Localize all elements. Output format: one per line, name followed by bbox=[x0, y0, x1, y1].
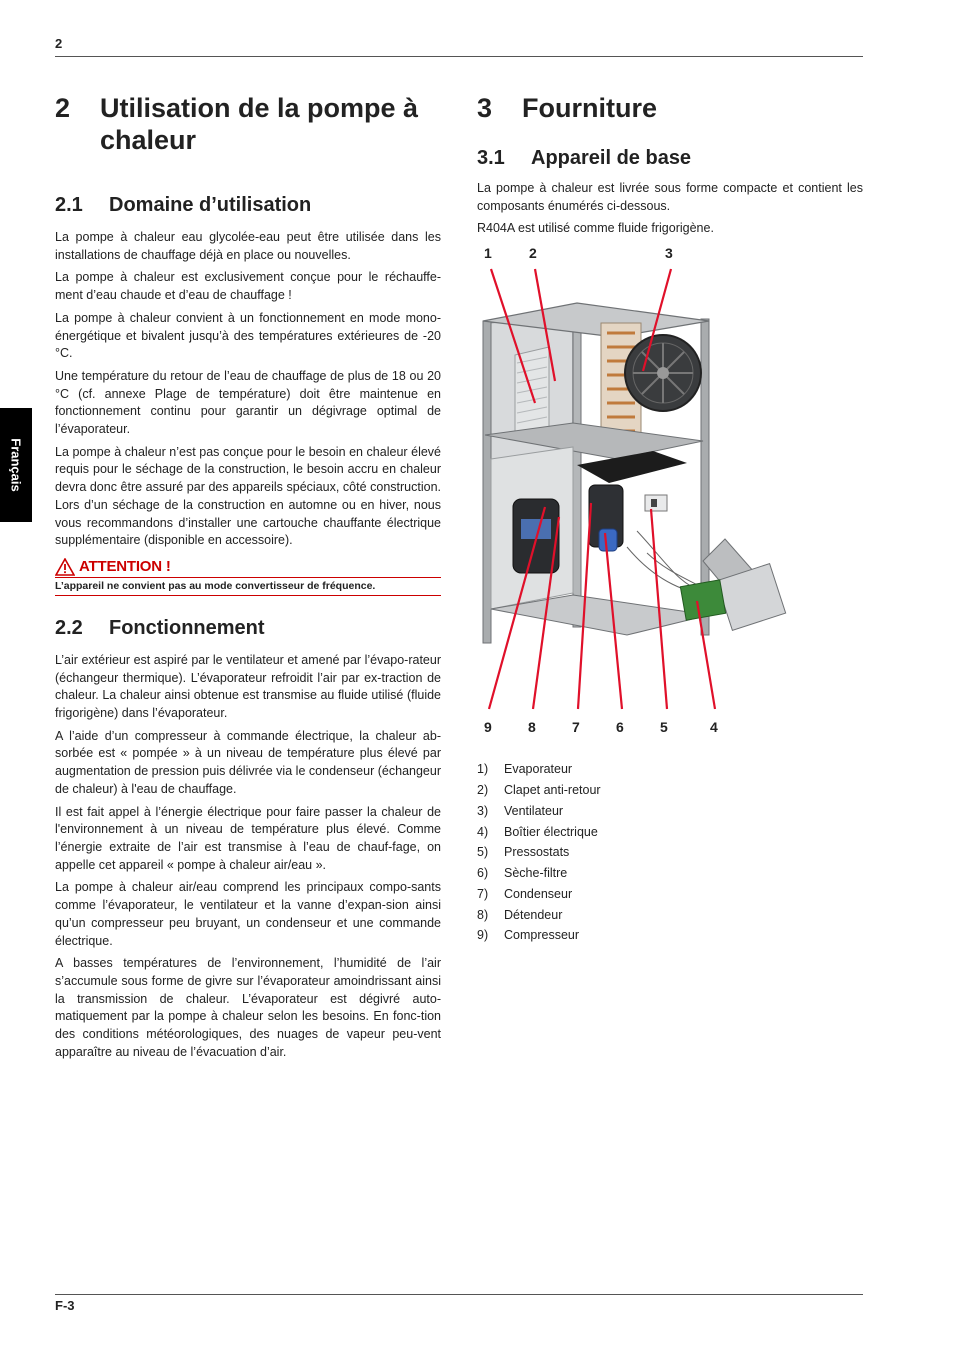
paragraph: La pompe à chaleur n’est pas conçue pour le besoin en chaleur élevé requis pour le séchage de la construction, le besoin accru en chaleur devra donc être assuré par des appareils spéciaux, côté construction. Lors d’un séchage de la construction en automne ou en hiver, nous vous recommandons d’installer une cartouche chauffante électrique supplémentaire (disponible en accessoire). bbox=[55, 444, 441, 548]
heat-pump-figure bbox=[477, 243, 863, 753]
section-number: 3.1 bbox=[477, 147, 505, 169]
language-tab-label: Français bbox=[8, 438, 24, 492]
paragraph: La pompe à chaleur eau glycolée-eau peut être utilisée dans les installations de chauffage déjà en place ou nouvelles. bbox=[55, 230, 441, 262]
section-number: 2.2 bbox=[55, 616, 83, 639]
legend-item: 6) Sèche-filtre bbox=[477, 866, 568, 881]
legend-item: 5) Pressostats bbox=[477, 845, 570, 860]
page-number: 2 bbox=[55, 36, 63, 51]
paragraph: La pompe à chaleur est exclusivement conçue pour le réchauffe-ment d’eau chaude et d’eau de chauffage ! bbox=[55, 270, 441, 303]
header-rule bbox=[55, 56, 863, 57]
section-2-2-heading bbox=[55, 616, 441, 640]
section-3-heading bbox=[477, 92, 863, 124]
callout-4: 4 bbox=[710, 719, 718, 736]
paragraph: Il est fait appel à l’énergie électrique pour faire passer la chaleur de l'environnement à un niveau de température plus élevé. Comme l’énergie extraite de l’air est transmise à l’eau de chauf-fage, on appelle cet appareil « pompe à chaleur air/eau ». bbox=[55, 804, 441, 872]
language-tab bbox=[0, 408, 32, 522]
section-number: 2 bbox=[55, 93, 71, 123]
callout-7: 7 bbox=[572, 719, 580, 736]
paragraph: La pompe à chaleur est livrée sous forme compacte et contient les composants énumérés ci-dessous. bbox=[477, 181, 863, 213]
section-title: Utilisation de la pompe à chaleur bbox=[100, 93, 419, 155]
section-2-heading bbox=[55, 92, 435, 156]
warning-triangle-icon bbox=[55, 558, 75, 576]
callout-6: 6 bbox=[616, 719, 624, 736]
section-title: Domaine d’utilisation bbox=[109, 194, 312, 216]
callout-8: 8 bbox=[528, 719, 536, 736]
legend-item: 8) Détendeur bbox=[477, 907, 563, 922]
paragraph: Une température du retour de l’eau de chauffage de plus de 18 ou 20 °C (cf. annexe Plage de température) doit être maintenue en fonctionnement continu pour garantir un dégivrage optimal de l’évaporateur. bbox=[55, 368, 441, 437]
attention-notice bbox=[55, 558, 441, 596]
paragraph: A basses températures de l’environnement, l’humidité de l’air s’accumule sous forme de givre sur l’évaporateur amoindrissant ainsi la transmission de chaleur. L’évaporateur est dégivré auto-matiquement par la pompe à chaleur selon les besoins. En fonc-tion des conditions météorologiques, des nuages de vapeur peu-vent apparaître au niveau de l’évacuation d’air. bbox=[55, 956, 441, 1059]
section-2-2-body bbox=[55, 652, 441, 1061]
legend-item: 3) Ventilateur bbox=[477, 803, 564, 818]
section-3-1-body bbox=[477, 180, 863, 238]
legend-item: 4) Boîtier électrique bbox=[477, 824, 598, 839]
footer-rule bbox=[55, 1294, 863, 1295]
paragraph: A l’aide d’un compresseur à commande électrique, la chaleur ab-sorbée est « pompée » à un niveau de température plus élevé par augmentation de pression puis délivrée via le condenseur (échangeur de chaleur) à l'eau de chauffage. bbox=[55, 728, 441, 796]
legend-item: 2) Clapet anti-retour bbox=[477, 782, 601, 797]
callout-3: 3 bbox=[665, 245, 673, 262]
callout-5: 5 bbox=[660, 719, 668, 736]
attention-label: ATTENTION ! bbox=[79, 558, 171, 576]
left-column bbox=[55, 92, 441, 1066]
right-column bbox=[477, 92, 863, 946]
legend-item: 9) Compresseur bbox=[477, 928, 580, 943]
section-2-1-heading bbox=[55, 193, 441, 217]
attention-text: L’appareil ne convient pas au mode convertisseur de fréquence. bbox=[55, 578, 441, 596]
section-number: 3 bbox=[477, 93, 493, 123]
paragraph: L’air extérieur est aspiré par le ventilateur et amené par l’évapo-rateur (échangeur thermique). L’évaporateur refroidit l’air par ex-traction de chaleur. La chaleur ainsi obtenue est transmise au fluide utilisé (fluide frigorigène) dans l’évaporateur. bbox=[55, 652, 441, 721]
paragraph: R404A est utilisé comme fluide frigorigène. bbox=[477, 221, 714, 236]
callout-9: 9 bbox=[484, 719, 492, 736]
heat-pump-photo bbox=[477, 263, 863, 736]
callout-1: 1 bbox=[484, 245, 492, 262]
paragraph: La pompe à chaleur air/eau comprend les principaux compo-sants comme l’évaporateur, le ventilateur et la vanne d’expan-sion ainsi qu’un compresseur peu bruyant, un condenseur et une commande électrique. bbox=[55, 880, 441, 948]
section-3-1-heading bbox=[477, 146, 863, 170]
section-title: Fonctionnement bbox=[109, 616, 265, 639]
legend-item: 7) Condenseur bbox=[477, 886, 573, 901]
attention-header bbox=[55, 558, 441, 578]
section-2-1-body bbox=[55, 229, 441, 550]
section-title: Fourniture bbox=[522, 93, 657, 123]
paragraph: La pompe à chaleur convient à un fonctionnement en mode mono-énergétique et bivalent jusqu’à des températures extérieures de -20 °C. bbox=[55, 310, 441, 361]
section-number: 2.1 bbox=[55, 194, 83, 216]
component-legend bbox=[477, 759, 863, 946]
section-title: Appareil de base bbox=[531, 147, 692, 169]
callout-2: 2 bbox=[529, 245, 537, 262]
legend-item: 1) Evaporateur bbox=[477, 762, 573, 777]
footer-page-code: F-3 bbox=[55, 1298, 75, 1313]
